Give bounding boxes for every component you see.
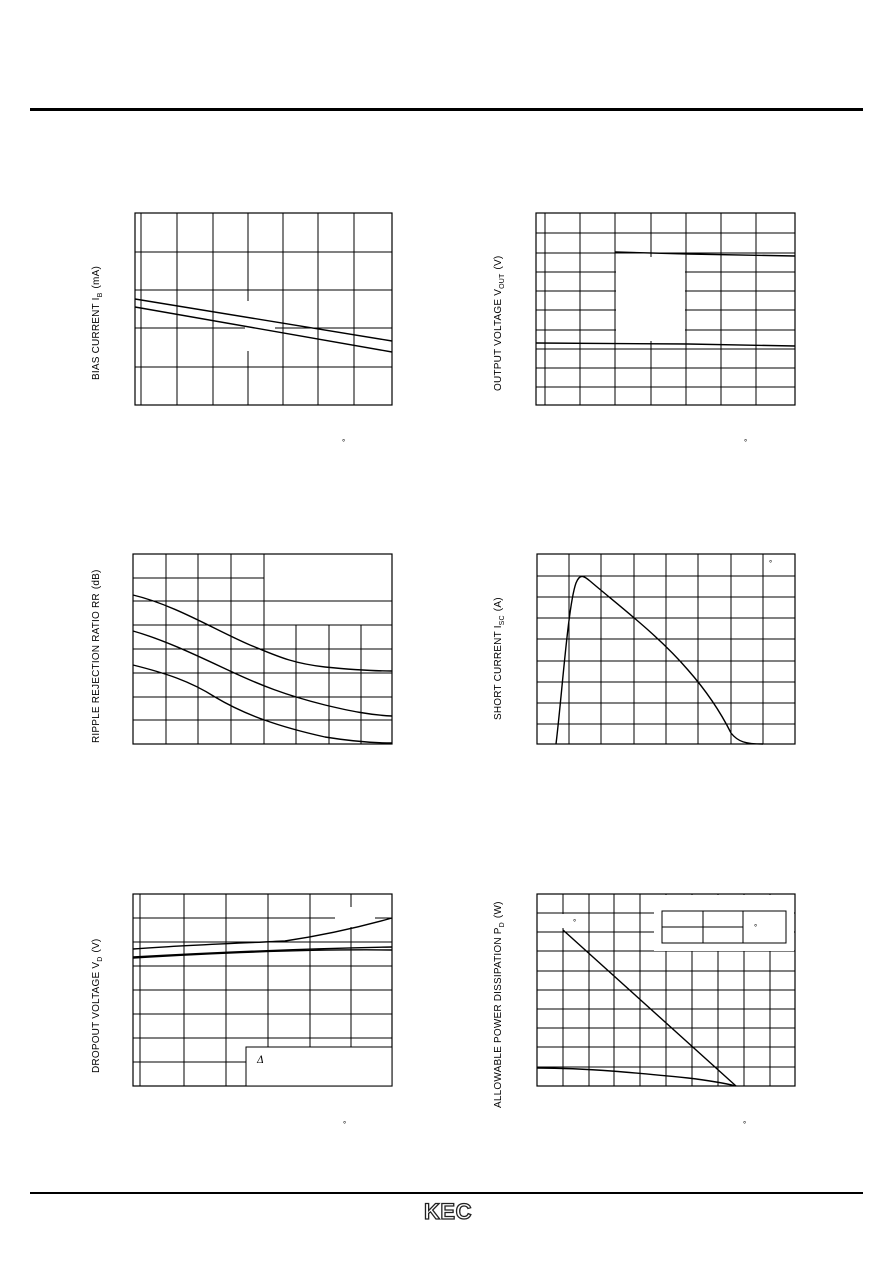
dropout-ylabel: DROPOUT VOLTAGE $V_D(V)$ [91, 938, 104, 1073]
ripple-ylabel: RIPPLE REJECTION RATIO RR(dB) [91, 569, 102, 743]
dropout-curve-3 [133, 950, 392, 958]
short-current-chart [488, 545, 808, 755]
ripple-curve-3 [133, 665, 392, 743]
footer-rule [30, 1192, 863, 1194]
pd-curve-free-air [537, 1068, 736, 1086]
bias-ylabel: BIAS CURRENT $I_B(mA)$ [91, 266, 104, 380]
output-voltage-chart [488, 205, 808, 455]
ripple-rejection-chart [85, 545, 405, 755]
svg-text:KEC: KEC [424, 1199, 472, 1223]
pd-table-degree-symbol: ° [754, 923, 758, 932]
dropout-voltage-chart [85, 885, 405, 1135]
isc-curve [556, 576, 763, 744]
dropout-legend-box [246, 1047, 392, 1086]
pd-axis-degree-symbol: ° [743, 1120, 747, 1129]
bias-current-chart [85, 205, 405, 455]
kec-logo [415, 1199, 481, 1223]
isc-degree-symbol: ° [769, 559, 773, 568]
vout-degree-symbol: ° [744, 438, 748, 447]
isc-ylabel: SHORT CURRENT $I_{SC}(A)$ [493, 597, 506, 720]
dropout-legend-delta: Δ [257, 1055, 265, 1066]
power-dissipation-chart [488, 865, 808, 1135]
header-rule [30, 108, 863, 111]
dropout-degree-symbol: ° [343, 1120, 347, 1129]
pd-curve-degree-symbol: ° [573, 918, 577, 927]
vout-ylabel: OUTPUT VOLTAGE $V_{OUT}(V)$ [493, 255, 506, 391]
bias-degree-symbol: ° [342, 438, 346, 447]
pd-ylabel: ALLOWABLE POWER DISSIPATION $P_D(W)$ [493, 901, 506, 1108]
